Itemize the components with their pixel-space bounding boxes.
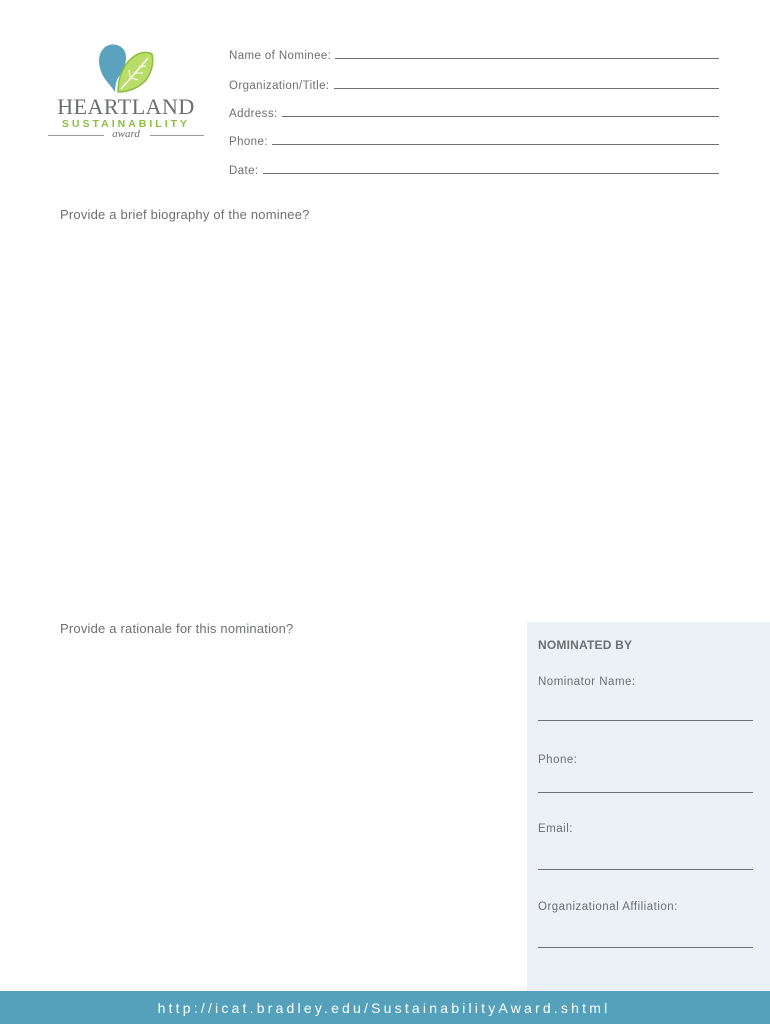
address-line[interactable] — [282, 116, 719, 117]
logo-heartland-text: HEARTLAND — [57, 94, 195, 119]
address-field[interactable] — [229, 104, 719, 120]
nominee-name-label: Name of Nominee: — [229, 50, 332, 62]
nominated-by-panel — [527, 622, 770, 992]
nominee-name-line[interactable] — [335, 58, 719, 59]
nominator-name-label: Nominator Name: — [538, 676, 636, 688]
footer-bar — [0, 991, 770, 1024]
address-label: Address: — [229, 108, 278, 120]
nominator-phone-label: Phone: — [538, 754, 578, 766]
organizational-affiliation-label: Organizational Affiliation: — [538, 901, 678, 913]
phone-label: Phone: — [229, 136, 268, 148]
heart-leaf-icon — [46, 40, 206, 96]
biography-question: Provide a brief biography of the nominee? — [60, 207, 310, 222]
footer-url-link[interactable]: http://icat.bradley.edu/SustainabilityAward.shtml — [157, 999, 611, 1016]
nominator-email-label: Email: — [538, 823, 573, 835]
date-field[interactable] — [229, 161, 719, 177]
nominator-email-line[interactable] — [538, 869, 753, 870]
phone-line[interactable] — [272, 144, 719, 145]
nominee-name-field[interactable] — [229, 46, 719, 62]
nominator-name-line[interactable] — [538, 720, 753, 721]
organizational-affiliation-line[interactable] — [538, 947, 753, 948]
logo-award-text: award — [112, 128, 140, 140]
phone-field[interactable] — [229, 132, 719, 148]
date-line[interactable] — [263, 173, 720, 174]
heartland-sustainability-award-logo — [46, 40, 206, 144]
logo-rule-right — [150, 135, 204, 136]
rationale-question: Provide a rationale for this nomination? — [60, 621, 294, 636]
organization-title-field[interactable] — [229, 76, 719, 92]
date-label: Date: — [229, 165, 259, 177]
logo-sustainability-text: SUSTAINABILITY — [61, 118, 191, 130]
nominated-by-title: NOMINATED BY — [538, 638, 633, 652]
nominator-phone-line[interactable] — [538, 792, 753, 793]
organization-title-line[interactable] — [334, 88, 720, 89]
organization-title-label: Organization/Title: — [229, 80, 330, 92]
